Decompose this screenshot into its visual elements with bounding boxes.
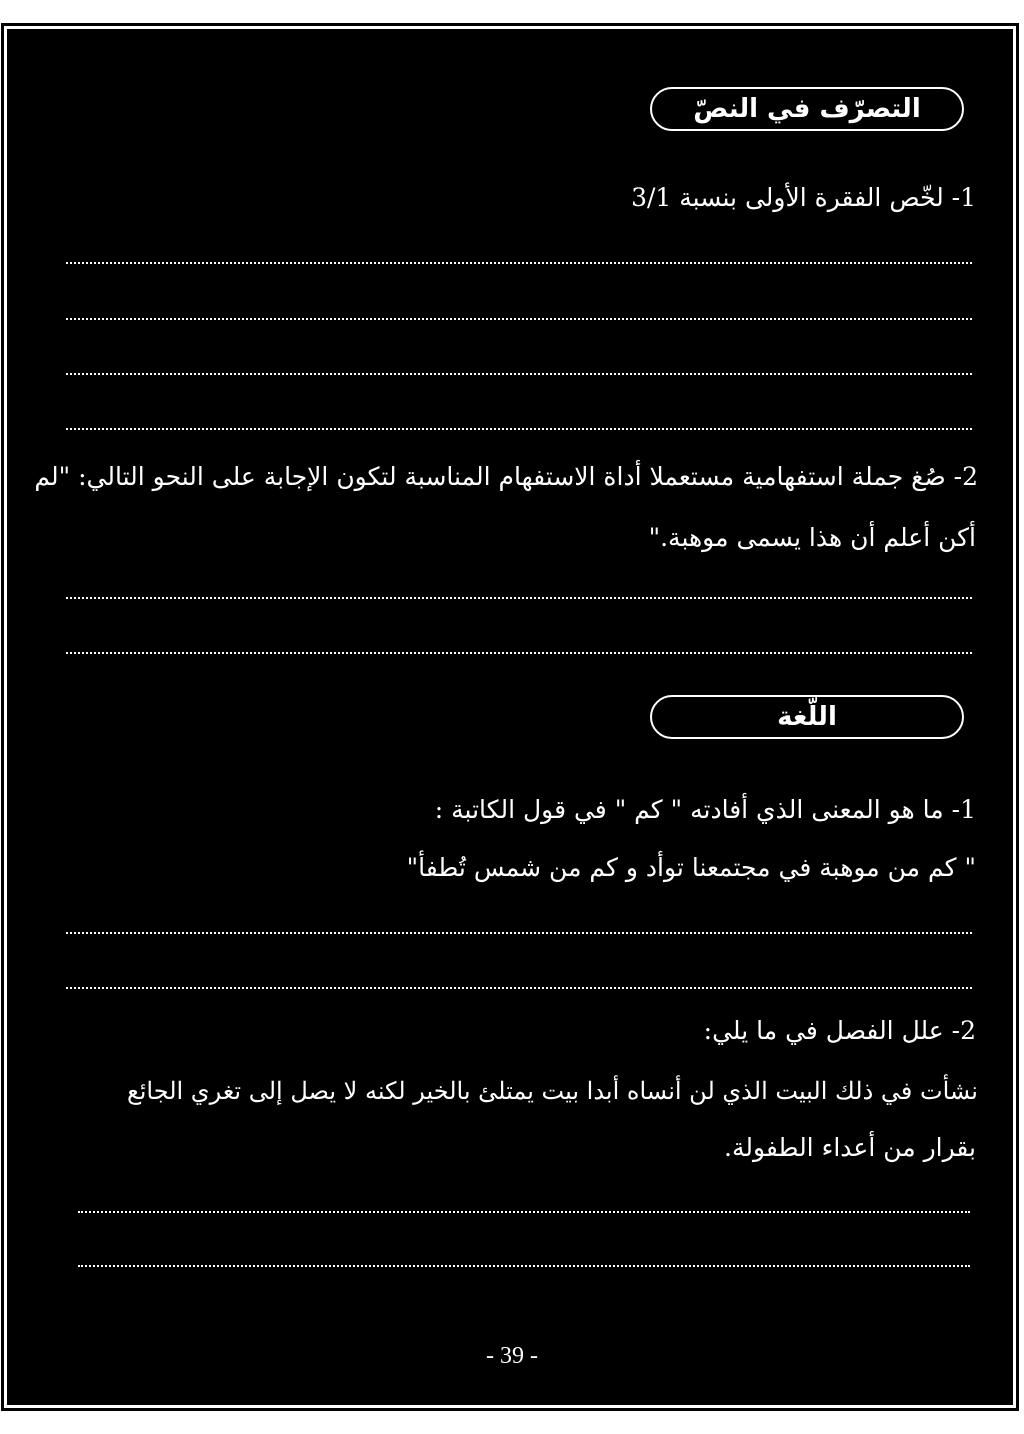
answer-line [66, 428, 972, 430]
language-question-1-line-2: " كم من موهبة في مجتمعنا توأد و كم من شمس تُطفأ" [406, 853, 976, 882]
answer-line [66, 932, 972, 934]
answer-line [66, 373, 972, 375]
answer-line [66, 652, 972, 654]
page-number: - 39 - [486, 1343, 538, 1369]
language-question-1-line-1: 1- ما هو المعنى الذي أفادته " كم " في قول الكاتبة : [434, 795, 976, 824]
answer-line [78, 1265, 970, 1267]
answer-line [66, 987, 972, 989]
language-question-2-line-3: بقرار من أعداء الطفولة. [724, 1133, 976, 1162]
section-title-language: اللّغة [650, 695, 964, 739]
language-question-2-line-1: 2- علل الفصل في ما يلي: [703, 1016, 976, 1045]
language-question-2-line-2: نشأت في ذلك البيت الذي لن أنساه أبدا بيت يمتلئ بالخير لكنه لا يصل إلى تغري الجائع [126, 1077, 978, 1105]
answer-line [66, 597, 972, 599]
question-2-line-1: 2- صُغ جملة استفهامية مستعملا أداة الاستفهام المناسبة لتكون الإجابة على النحو التالي: "لم [34, 462, 978, 491]
question-2-line-2: أكن أعلم أن هذا يسمى موهبة." [648, 523, 976, 552]
section-title-text-handling: التصرّف في النصّ [650, 87, 964, 131]
answer-line [66, 318, 972, 320]
question-1-summarize: 1- لخّص الفقرة الأولى بنسبة 3/1 [631, 183, 976, 212]
answer-line [66, 262, 972, 264]
answer-line [78, 1211, 970, 1213]
